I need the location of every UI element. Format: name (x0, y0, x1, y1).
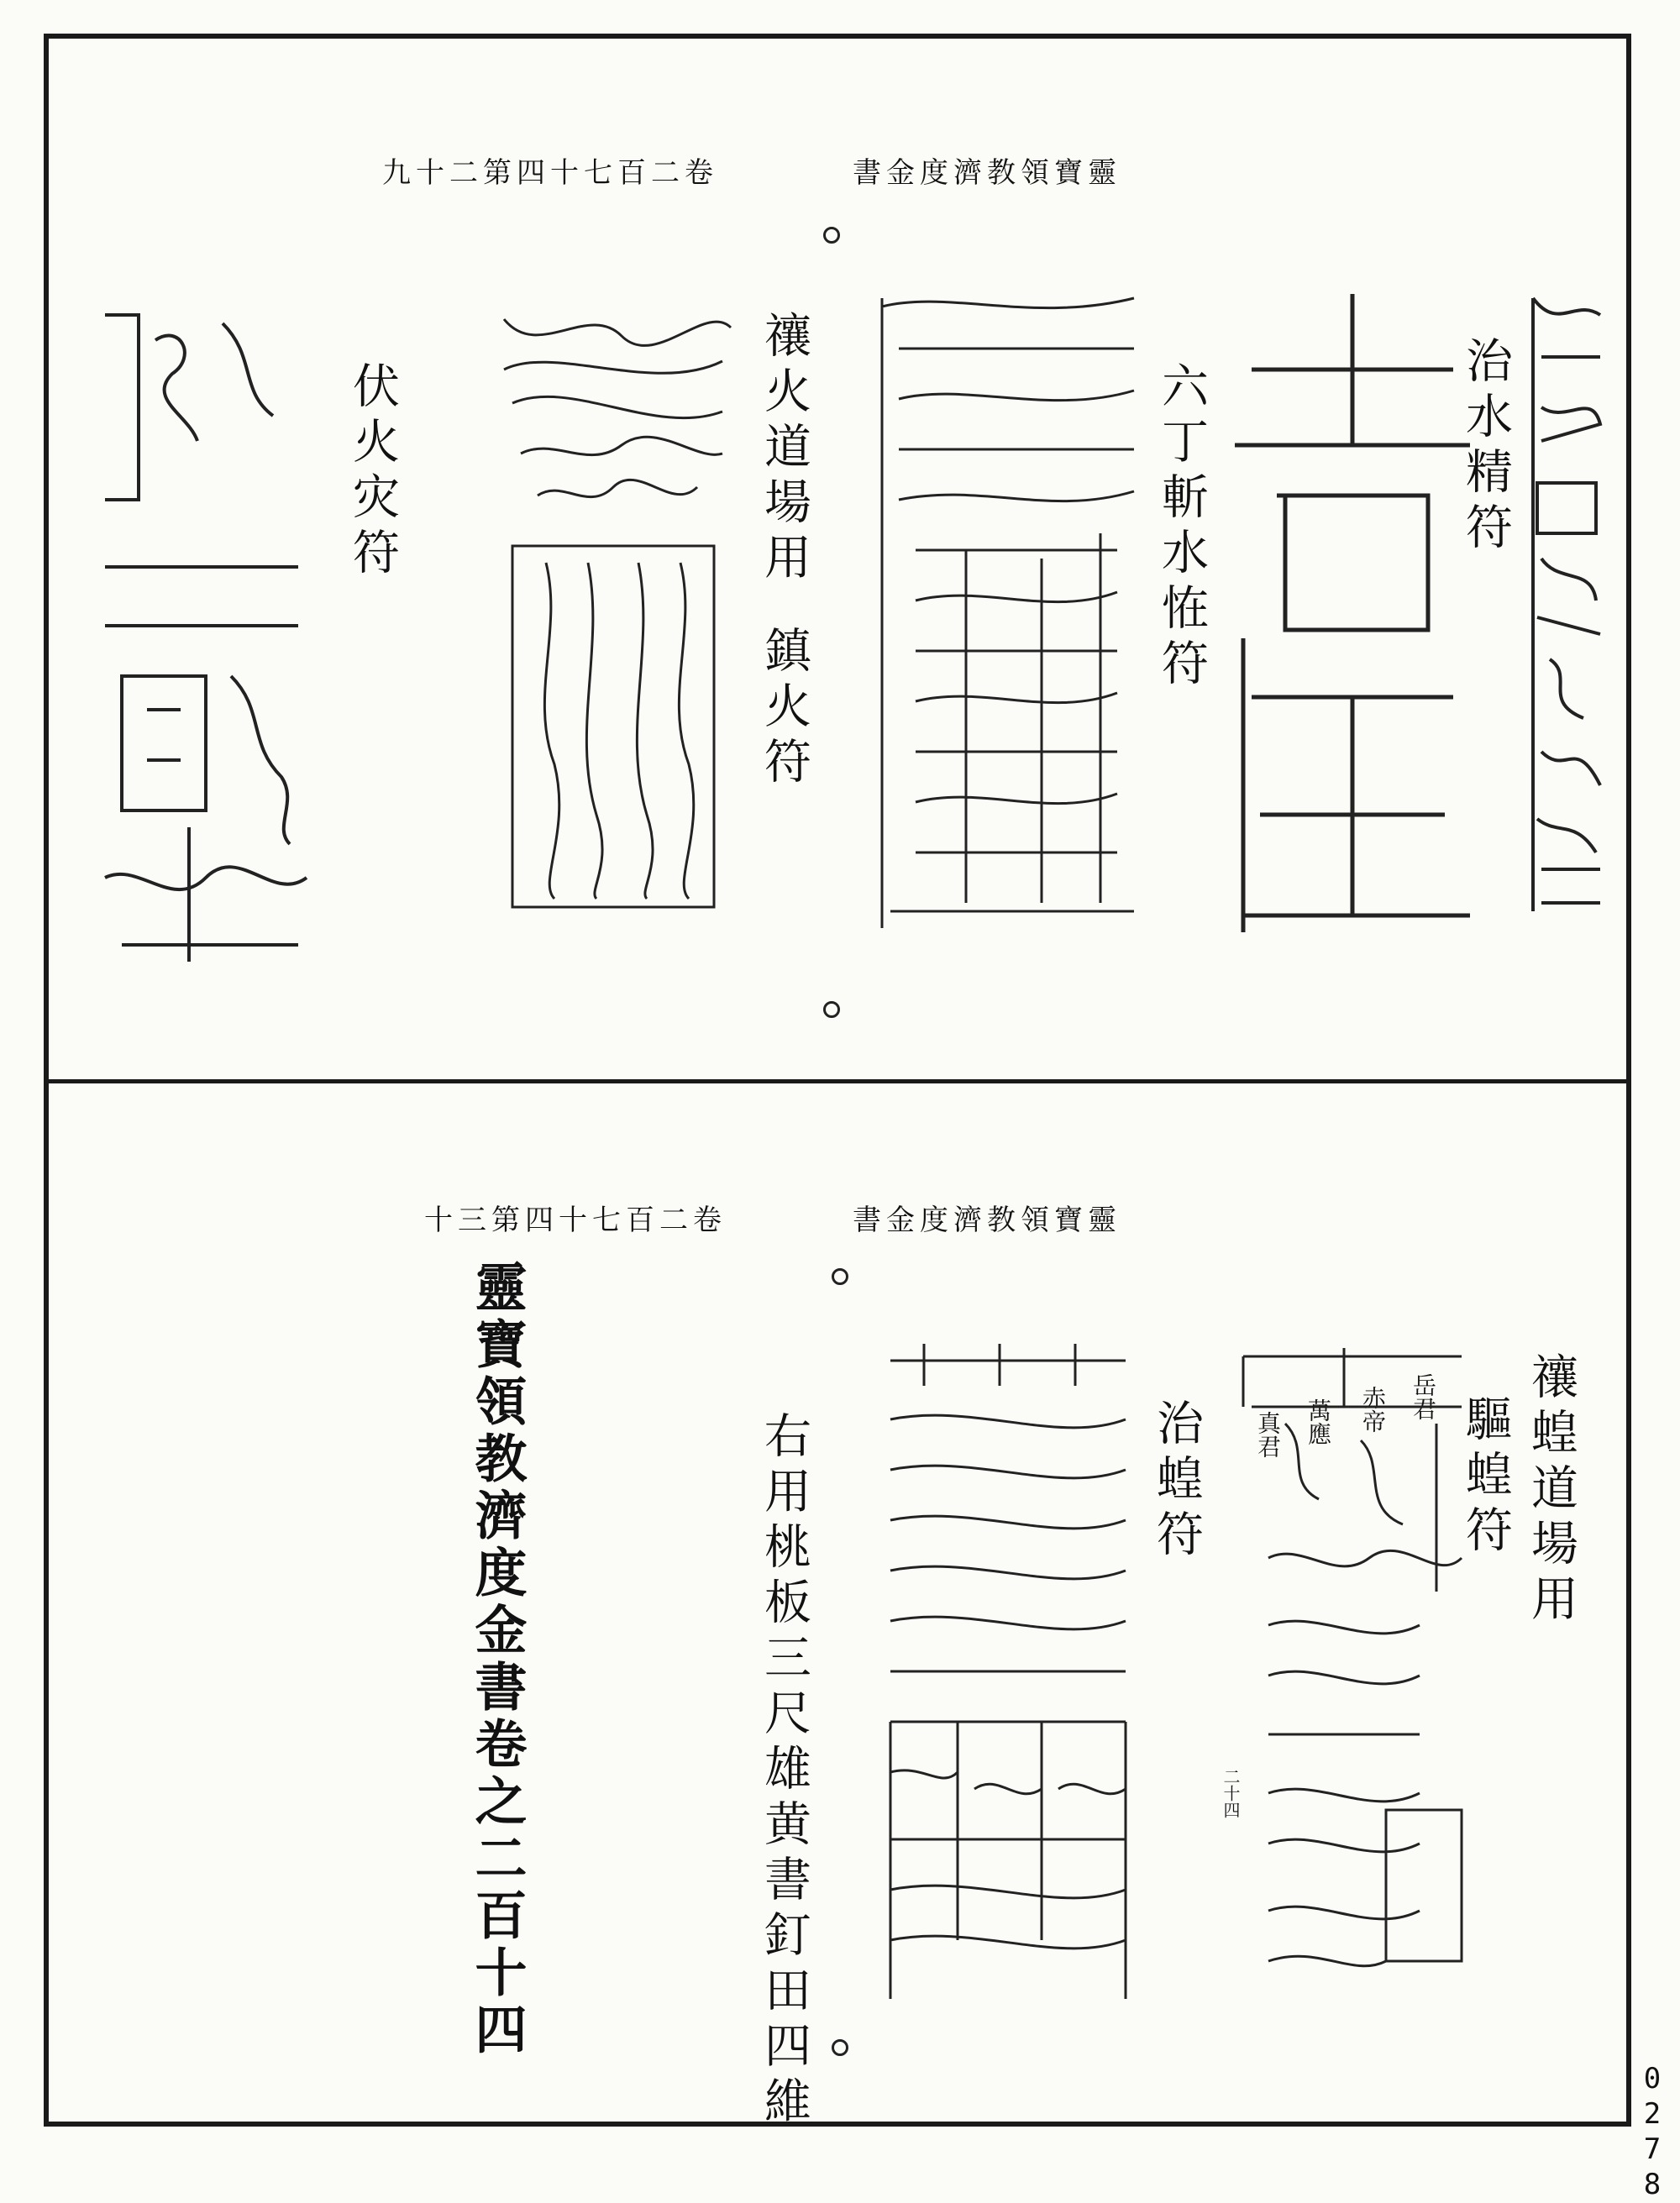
top-circle-mark-bottom (823, 1001, 840, 1018)
talisman-tu-wang (1226, 277, 1478, 941)
corner-mark: 二十四 (1221, 1768, 1241, 1818)
top-circle-mark (823, 227, 840, 244)
bottom-header-volume: 十三第四十七百二卷 (424, 1204, 727, 1237)
label-zhishui-fu: 治水精符 (1458, 336, 1513, 558)
bottom-circle-mark-bottom (832, 2039, 848, 2056)
volume-title: 靈寶領教濟度金書卷之二百十四 (466, 1260, 528, 2059)
page-divider (44, 1079, 1631, 1083)
label-rang-huang: 禳蝗道場用 (1524, 1352, 1578, 1629)
bottom-header-title: 書金度濟教領寶靈 (853, 1204, 1121, 1237)
top-header-title: 書金度濟教領寶靈 (853, 156, 1121, 190)
page-number: 0278 (1635, 2062, 1669, 2203)
label-fu-huo-fu: 伏火灾符 (345, 361, 400, 583)
top-header-volume: 九十二第四十七百二卷 (382, 156, 718, 190)
talisman-zhishui (1525, 281, 1609, 928)
note-chidi: 赤帝 (1359, 1386, 1387, 1433)
talisman-zhi-huang (874, 1335, 1142, 2007)
label-zhen-huo-fu: 鎮火符 (757, 626, 811, 792)
note-wanying: 萬應 (1305, 1398, 1332, 1445)
label-zhi-huang-fu: 治蝗符 (1149, 1398, 1204, 1565)
talisman-zhen-huo (487, 294, 739, 932)
talisman-liuding (865, 281, 1151, 945)
label-qu-huang-fu: 驅蝗符 (1458, 1394, 1513, 1560)
label-liuding-fu: 六丁斬水恠符 (1154, 361, 1209, 694)
talisman-qu-huang (1235, 1340, 1474, 1986)
label-note-taoban: 右用桃板三尺雄黄書釘田四維 (757, 1411, 811, 2132)
note-zhenjun: 真君 (1254, 1411, 1282, 1458)
bottom-circle-mark (832, 1268, 848, 1285)
note-yuejun: 岳君 (1410, 1373, 1437, 1420)
label-rang-huo: 禳火道場用 (757, 311, 811, 588)
talisman-fu-huo (88, 290, 323, 970)
